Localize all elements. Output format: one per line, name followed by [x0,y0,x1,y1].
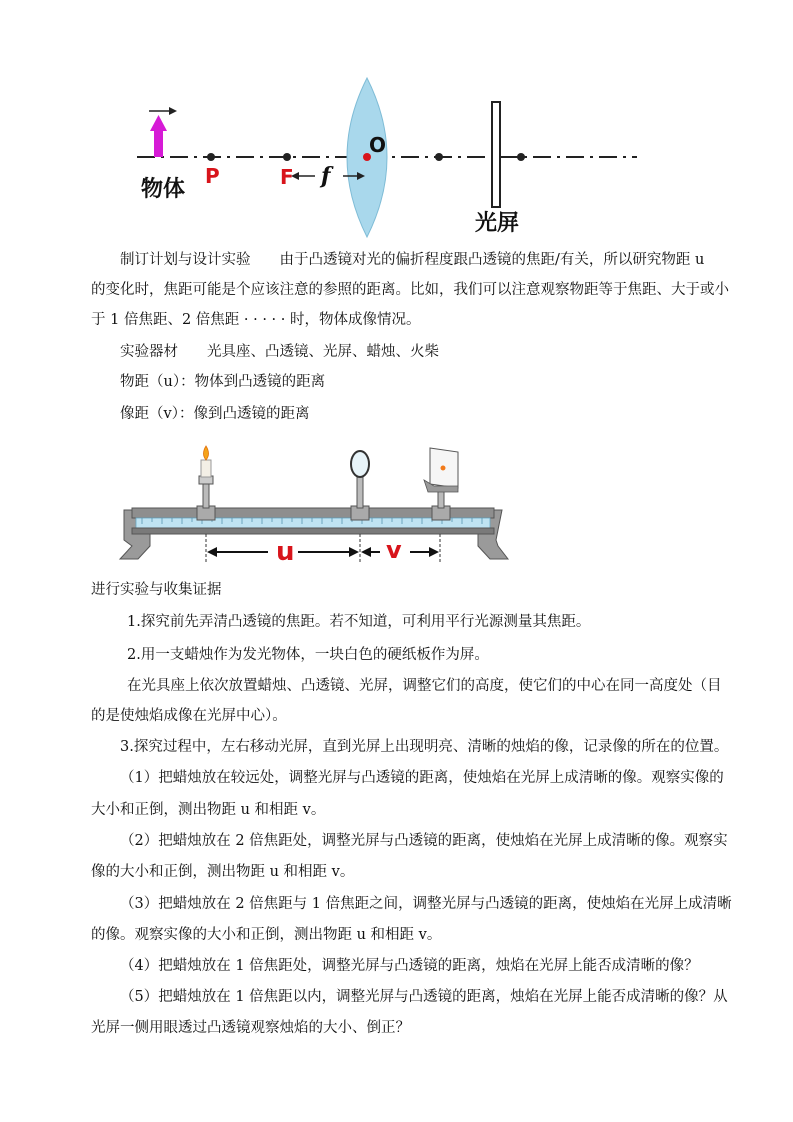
v-left-arrow-icon [361,547,371,557]
step-1: 1.探究前先弄清凸透镜的焦距。若不知道，可利用平行光源测量其焦距。 [127,614,591,630]
substep-2: （2）把蜡烛放在 2 倍焦距处，调整光屏与凸透镜的距离，使烛焰在光屏上成清晰的像。观察实 [120,833,728,849]
u-left-arrow-icon [207,547,217,557]
substep-2-line2: 像的大小和正倒，测出物距 u 和相距 v。 [91,864,355,880]
step-2: 2.用一支蜡烛作为发光物体，一块白色的硬纸板作为屏。 [127,647,489,663]
plan-paragraph-line3: 于 1 倍焦距、2 倍焦距 · · · · · 时，物体成像情况。 [91,312,421,328]
lens-holder [351,451,369,520]
step-2-line2: 在光具座上依次放置蜡烛、凸透镜、光屏，调整它们的高度，使它们的中心在同一高度处（目 [127,678,722,694]
steps-heading: 进行实验与收集证据 [91,582,222,598]
u-label: u [276,537,295,566]
substep-3-line2: 的像。观察实像的大小和正倒，测出物距 u 和相距 v。 [91,927,442,943]
point-2F-prime [517,153,525,161]
optical-bench-diagram [118,442,510,566]
step-2-line3: 的是使烛焰成像在光屏中心）。 [91,708,287,724]
v-label: v [386,536,402,564]
optics-axis-diagram [125,75,650,240]
object-distance-line: 物距（u）：物体到凸透镜的距离 [120,374,326,390]
vector-arrow-icon [169,107,177,115]
screen-label: 光屏 [475,211,520,236]
point-F [283,153,291,161]
object-arrow-head [150,115,167,131]
plan-paragraph-line2: 的变化时，焦距可能是个应该注意的参照的距离。比如，我们可以注意观察物距等于焦距、大于或小 [91,282,729,298]
step-3: 3.探究过程中，左右移动光屏，直到光屏上出现明亮、清晰的烛焰的像，记录像的所在的位置。 [120,739,729,755]
object-label: 物体 [141,177,186,202]
F-label: F [280,165,294,189]
lens-ring [351,451,369,477]
P-label: P [205,164,220,188]
substep-5: （5）把蜡烛放在 1 倍焦距以内，调整光屏与凸透镜的距离，烛焰在光屏上能否成清晰的像？从 [120,989,728,1005]
f-label: f [321,163,331,189]
v-right-arrow-icon [429,547,439,557]
screen-plate [492,102,500,207]
image-distance-line: 像距（v）：像到凸透镜的距离 [120,406,310,422]
O-label: O [369,133,387,157]
substep-4: （4）把蜡烛放在 1 倍焦距处，调整光屏与凸透镜的距离，烛焰在光屏上能否成清晰的像？ [120,958,699,974]
point-F-prime [435,153,443,161]
substep-1: （1）把蜡烛放在较远处，调整光屏与凸透镜的距离，使烛焰在光屏上成清晰的像。观察实像的 [120,770,724,786]
substep-5-line2: 光屏一侧用眼透过凸透镜观察烛焰的大小、倒正？ [91,1020,410,1036]
plan-paragraph-line1: 制订计划与设计实验 由于凸透镜对光的偏折程度跟凸透镜的焦距/有关，所以研究物距 u [120,252,705,268]
substep-3: （3）把蜡烛放在 2 倍焦距与 1 倍焦距之间，调整光屏与凸透镜的距离，使烛焰在光屏上成清晰 [120,896,732,912]
equipment-line: 实验器材 光具座、凸透镜、光屏、蜡烛、火柴 [120,344,439,360]
candle [201,460,211,477]
candle-flame-icon [204,446,209,460]
object-arrow-shaft [154,130,163,157]
u-right-arrow-icon [349,547,359,557]
candle-holder [197,446,215,520]
bench-rail-bottom [132,528,494,534]
substep-1-line2: 大小和正倒，测出物距 u 和相距 v。 [91,802,326,818]
point-P [207,153,215,161]
